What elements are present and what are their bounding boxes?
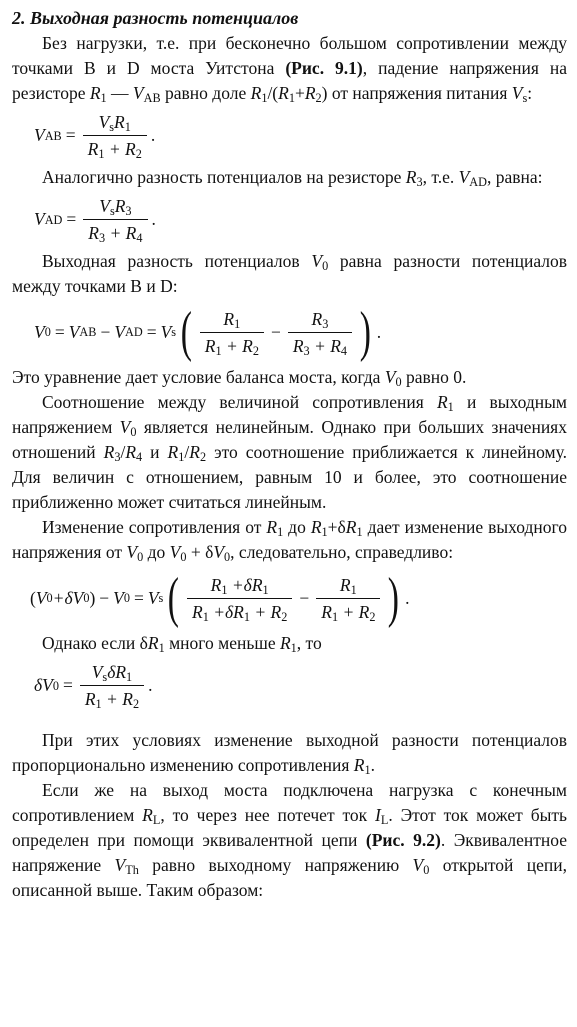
section-title: 2. Выходная разность потенциалов [12,8,299,28]
paragraph-1: Без нагрузки, т.е. при бесконечно большом сопротивлении между точками B и D моста Уитстона (Рис. 9.1), падение напряжения на резисторе $R_1$ — $V_{AB}$ равно доле $R_1/(R_1+R_2)$ от напряжения питания $V_s$: [12,33,567,105]
formula-v0: V 0 = V AB − V AD = V s ( $\frac{R_1}{R_1 + R_2}$ − $\frac{R_3}{R_3 + R_4}$ ) . [34,301,382,363]
paragraph-9: Если же на выход моста подключена нагрузка с конечным сопротивлением $R_L$, то через нее потечет ток $I_L$. Этот ток может быть определен при помощи эквивалентной цепи (Рис. 9.2). Эквивалентное напряжение $V_{Th}$ равно выходному напряжению $V_0$ открытой цепи, описанной выше. Таким образом: [12,780,567,900]
figure-ref: (Рис. 9.1) [285,58,363,78]
paragraph-3: Выходная разность потенциалов $V_0$ равна разности потенциалов между точками B и D: [12,251,567,296]
paragraph-6: Изменение сопротивления от $R_1$ до $R_1+\delta R_1$ дает изменение выходного напряжения от $V_0$ до $V_0 + \delta V_0$, следовательно, справедливо: [12,517,568,564]
paragraph-7: Однако если $\delta R_1$ много меньше $R_1$, то [42,633,322,655]
figure-ref: (Рис. 9.2) [365,830,441,850]
paragraph-4: Это уравнение дает условие баланса моста, когда $V_0$ равно 0. [12,367,467,389]
paragraph-8: При этих условиях изменение выходной разности потенциалов пропорционально изменению сопротивления $R_1$. [12,730,567,777]
formula-approx: δ V 0 = $\frac{V_s\delta R_1}{R_1 + R_2}$ . [34,662,153,711]
formula-vab: V AB = $\frac{V_sR_1}{R_1 + R_2}$ . [34,112,156,161]
document-page [0,6,577,1027]
paragraph-2: Аналогично разность потенциалов на резисторе $R_3$, т.е. $V_{AD}$, равна: [42,167,543,189]
formula-delta-v0: ( V 0 +δ V 0 ) − V 0 = V s ( $\frac{R_1 +\delta R_1}{R_1 +\delta R_1 + R_2}$ − $\frac{R_1}{R_1 + R_2}$ ) . [30,567,410,629]
formula-vad: V AD = $\frac{V_sR_3}{R_3 + R_4}$ . [34,196,156,245]
paragraph-5: Соотношение между величиной сопротивления $R_1$ и выходным напряжением $V_0$ является нелинейным. Однако при больших значениях отношений $R_3/R_4$ и $R_1/R_2$ это соотношение приближается к линейному. Для величин с отношением, равным 10 и более, это соотношение приближенно может считаться линейным. [12,392,567,512]
